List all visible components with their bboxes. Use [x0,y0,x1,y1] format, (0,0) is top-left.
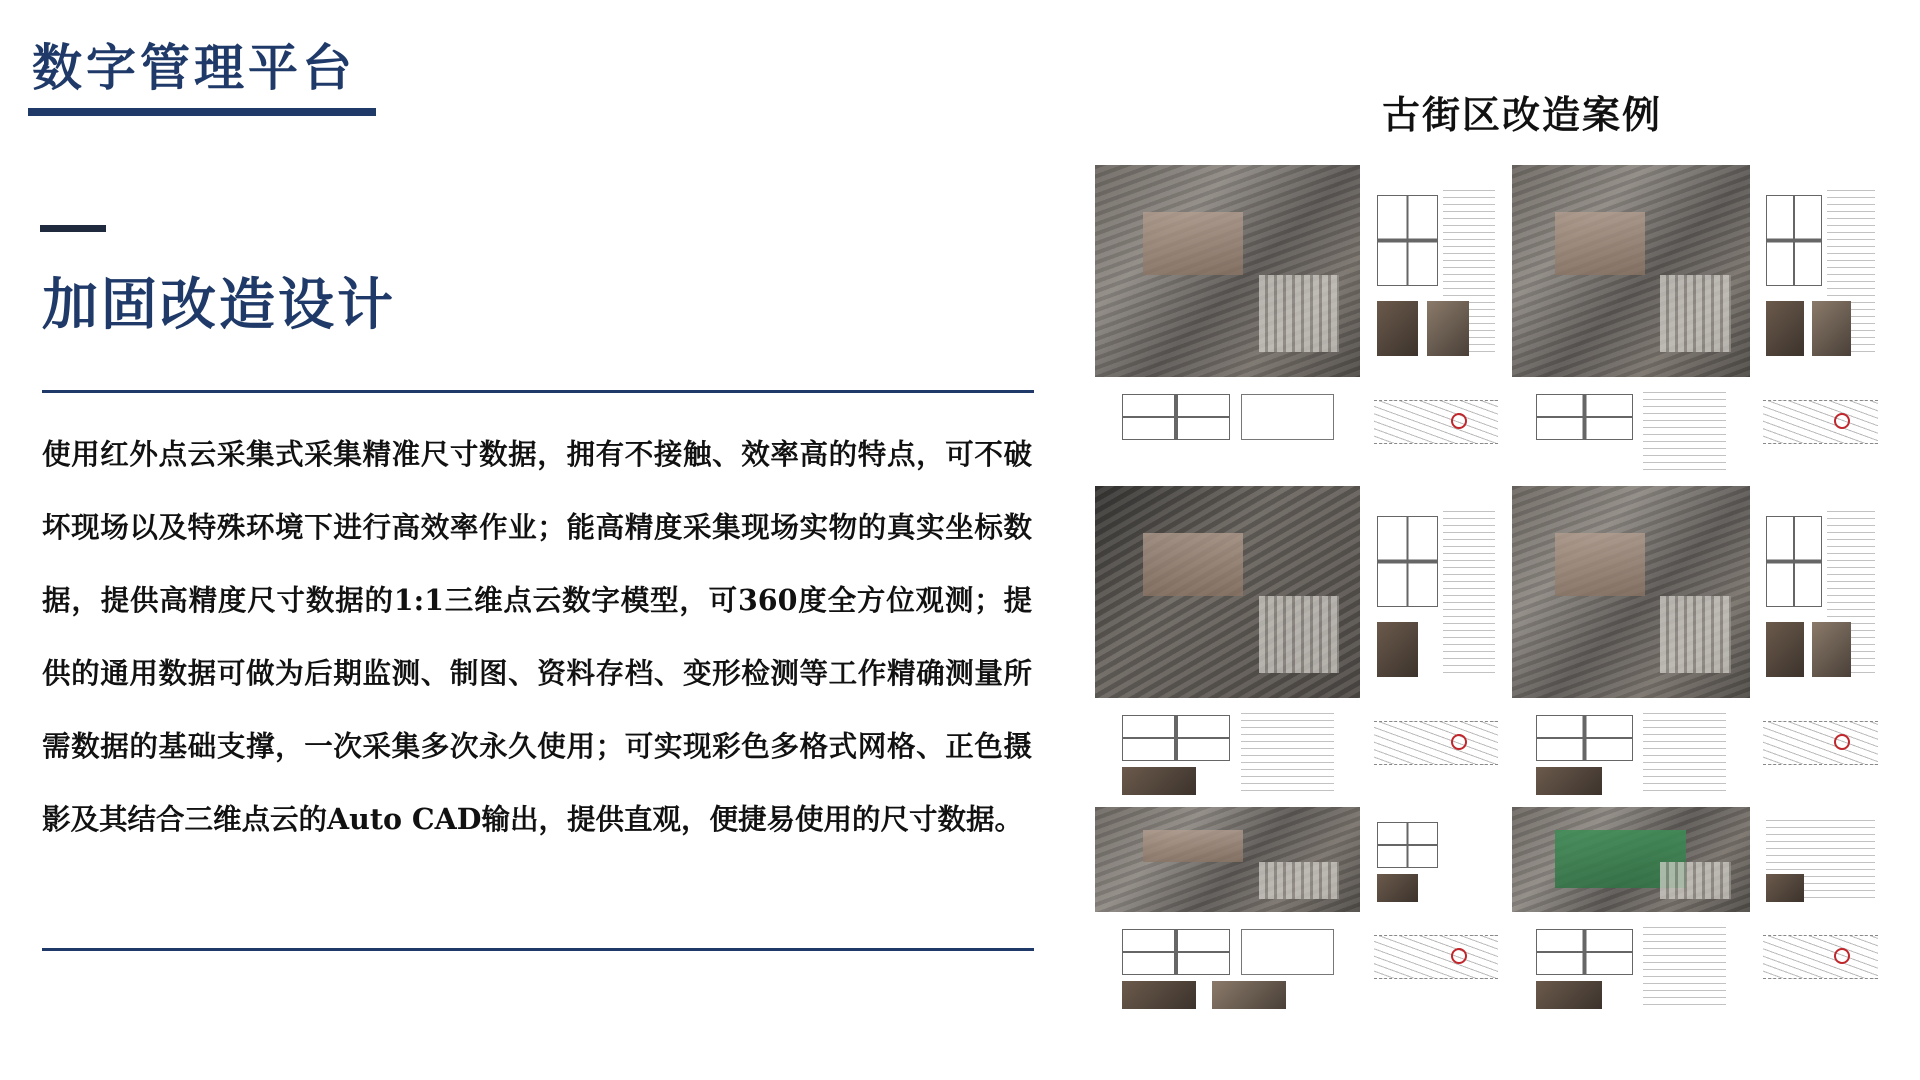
survey-document [1361,485,1511,699]
cad-drawing [1094,913,1361,1020]
section-dash [40,225,106,232]
section-title: 加固改造设计 [42,272,396,338]
survey-document [1361,164,1511,378]
section-body-text: 使用红外点云采集式采集精准尺寸数据，拥有不接触、效率高的特点，可不破坏现场以及特殊环境下进行高效率作业；能高精度采集现场实物的真实坐标数据，提供高精度尺寸数据的1:1三维点云数字模型，可360度全方位观测；提供的通用数据可做为后期监测、制图、资料存档、变形检测等工作精确测量所需数据的基础支撑，一次采集多次永久使用；可实现彩色多格式网格、正色摄影及其结合三维点云的Auto CAD输出，提供直观，便捷易使用的尺寸数据。 [42,437,1032,836]
site-map [1361,699,1511,806]
site-map [1361,378,1511,485]
cad-drawing [1511,913,1751,1020]
cad-drawing [1511,378,1751,485]
aerial-photo [1511,485,1751,699]
cad-drawing [1094,699,1361,806]
cad-drawing [1094,378,1361,485]
survey-document [1751,164,1890,378]
aerial-photo [1094,164,1361,378]
site-map [1751,378,1890,485]
aerial-photo [1094,485,1361,699]
site-map [1361,913,1511,1020]
survey-document [1751,806,1890,913]
section-divider-bottom [42,948,1034,951]
aerial-photo [1094,806,1361,913]
survey-document [1361,806,1511,913]
site-map [1751,699,1890,806]
case-image-mosaic [1094,164,1890,1020]
case-title: 古街区改造案例 [1382,92,1663,137]
title-underline [28,108,376,116]
site-map [1751,913,1890,1020]
aerial-photo [1511,164,1751,378]
cad-drawing [1511,699,1751,806]
section-divider-top [42,390,1034,393]
page-title: 数字管理平台 [32,38,356,97]
survey-document [1751,485,1890,699]
aerial-photo [1511,806,1751,913]
